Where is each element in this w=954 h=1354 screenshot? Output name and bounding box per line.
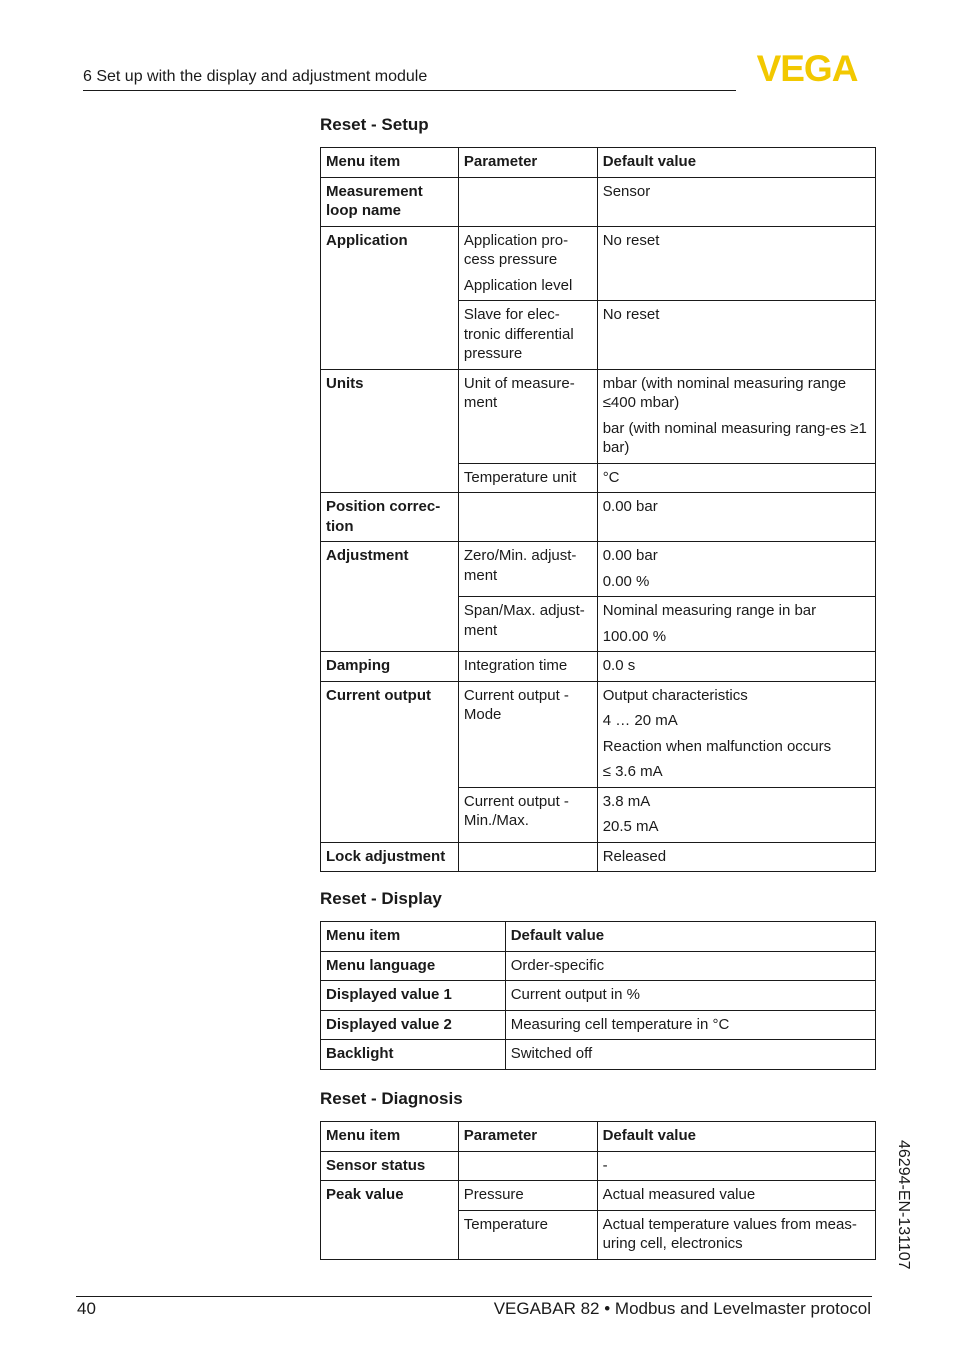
parameter-cell: Span/Max. adjust-ment xyxy=(458,597,597,652)
menu-item-cell: Displayed value 2 xyxy=(321,1010,506,1040)
default-value-cell: 0.0 s xyxy=(597,652,875,682)
default-value-cell: No reset xyxy=(597,301,875,370)
vega-logo xyxy=(741,52,873,84)
default-value-cell: °C xyxy=(597,463,875,493)
parameter-cell xyxy=(458,842,597,872)
default-value-cell: Order-specific xyxy=(505,951,875,981)
setup-title: Reset - Setup xyxy=(320,115,429,134)
diagnosis-title: Reset - Diagnosis xyxy=(320,1089,463,1108)
parameter-cell: Zero/Min. adjust-ment xyxy=(458,542,597,597)
default-value-text: Reaction when malfunction occurs xyxy=(602,737,832,755)
table-row xyxy=(321,1010,876,1040)
table-row xyxy=(321,1181,876,1211)
default-value-cell: Measuring cell temperature in °C xyxy=(505,1010,875,1040)
default-value-cell xyxy=(597,787,875,842)
default-value-cell xyxy=(597,542,875,597)
default-value-cell: Sensor xyxy=(597,177,875,226)
default-value-text: Nominal measuring range in bar xyxy=(602,602,817,619)
table-row xyxy=(321,842,876,872)
setup-table xyxy=(320,147,876,872)
default-value-cell: No reset xyxy=(597,226,875,301)
menu-item-cell: Displayed value 1 xyxy=(321,981,506,1011)
parameter-cell: Temperature xyxy=(458,1210,597,1259)
menu-item-cell: Backlight xyxy=(321,1040,506,1070)
parameter-cell: Temperature unit xyxy=(458,463,597,493)
table-row xyxy=(321,681,876,787)
table-header-row xyxy=(321,148,876,178)
menu-item-cell: Lock adjustment xyxy=(321,842,459,872)
menu-item-cell: Units xyxy=(321,369,459,493)
header-cell: Default value xyxy=(597,148,875,178)
header-cell: Parameter xyxy=(458,148,597,178)
parameter-cell: Unit of measure-ment xyxy=(458,369,597,463)
default-value-text: 20.5 mA xyxy=(602,818,659,835)
default-value-cell: Switched off xyxy=(505,1040,875,1070)
parameter-cell: Integration time xyxy=(458,652,597,682)
menu-item-cell: Peak value xyxy=(321,1181,459,1260)
default-value-cell xyxy=(597,681,875,787)
table-header-row xyxy=(321,922,876,952)
table-row xyxy=(321,981,876,1011)
menu-item-cell: Position correc-tion xyxy=(321,493,459,542)
table-row xyxy=(321,652,876,682)
table-row xyxy=(321,1040,876,1070)
table-row xyxy=(321,226,876,301)
header-cell: Default value xyxy=(597,1122,875,1152)
parameter-cell xyxy=(458,226,597,301)
default-value-cell: Actual measured value xyxy=(597,1181,875,1211)
menu-item-cell: Measurement loop name xyxy=(321,177,459,226)
table-row xyxy=(321,1151,876,1181)
default-value-text: 100.00 % xyxy=(602,627,667,645)
default-value-text: 0.00 % xyxy=(602,572,650,590)
table-row xyxy=(321,369,876,463)
parameter-cell xyxy=(458,1151,597,1181)
parameter-cell xyxy=(458,493,597,542)
default-value-cell: 0.00 bar xyxy=(597,493,875,542)
default-value-text: ≤ 3.6 mA xyxy=(602,763,663,780)
menu-item-cell: Damping xyxy=(321,652,459,682)
parameter-text: Application pro-cess pressure xyxy=(463,231,569,268)
default-value-cell: - xyxy=(597,1151,875,1181)
default-value-cell xyxy=(597,369,875,463)
header-cell: Menu item xyxy=(321,148,459,178)
table-row xyxy=(321,542,876,597)
display-table xyxy=(320,921,876,1070)
table-header-row xyxy=(321,1122,876,1152)
parameter-cell: Slave for elec-tronic differential pressure xyxy=(458,301,597,370)
menu-item-cell: Adjustment xyxy=(321,542,459,652)
header-cell: Menu item xyxy=(321,922,506,952)
default-value-cell: Actual temperature values from meas-uring cell, electronics xyxy=(597,1210,875,1259)
display-title: Reset - Display xyxy=(320,889,442,908)
default-value-text: 3.8 mA xyxy=(602,792,651,810)
default-value-cell xyxy=(597,597,875,652)
default-value-text: bar (with nominal measuring rang-es ≥1 bar) xyxy=(602,419,867,456)
header-cell: Menu item xyxy=(321,1122,459,1152)
table-row xyxy=(321,951,876,981)
page-number: 40 xyxy=(77,1299,96,1318)
svg-text:VEGA: VEGA xyxy=(756,52,858,84)
default-value-text: mbar (with nominal measuring range ≤400 mbar) xyxy=(602,374,847,411)
parameter-text: Application level xyxy=(463,276,573,294)
chapter-heading: 6 Set up with the display and adjustment module xyxy=(83,68,428,85)
parameter-cell: Current output - Min./Max. xyxy=(458,787,597,842)
parameter-cell: Pressure xyxy=(458,1181,597,1211)
header-cell: Parameter xyxy=(458,1122,597,1152)
parameter-cell xyxy=(458,177,597,226)
menu-item-cell: Sensor status xyxy=(321,1151,459,1181)
menu-item-cell: Application xyxy=(321,226,459,369)
diagnosis-table xyxy=(320,1121,876,1260)
footer-divider xyxy=(76,1296,872,1297)
default-value-cell: Released xyxy=(597,842,875,872)
default-value-cell: Current output in % xyxy=(505,981,875,1011)
parameter-cell: Current output - Mode xyxy=(458,681,597,787)
default-value-text: Output characteristics xyxy=(602,686,748,704)
default-value-text: 4 … 20 mA xyxy=(602,712,678,729)
table-row xyxy=(321,493,876,542)
table-row xyxy=(321,177,876,226)
default-value-text: 0.00 bar xyxy=(602,547,658,564)
menu-item-cell: Menu language xyxy=(321,951,506,981)
menu-item-cell: Current output xyxy=(321,681,459,842)
header-cell: Default value xyxy=(505,922,875,952)
document-code: 46294-EN-131107 xyxy=(895,1140,912,1270)
header-divider xyxy=(83,90,736,91)
footer-title: VEGABAR 82 • Modbus and Levelmaster protocol xyxy=(493,1299,871,1318)
